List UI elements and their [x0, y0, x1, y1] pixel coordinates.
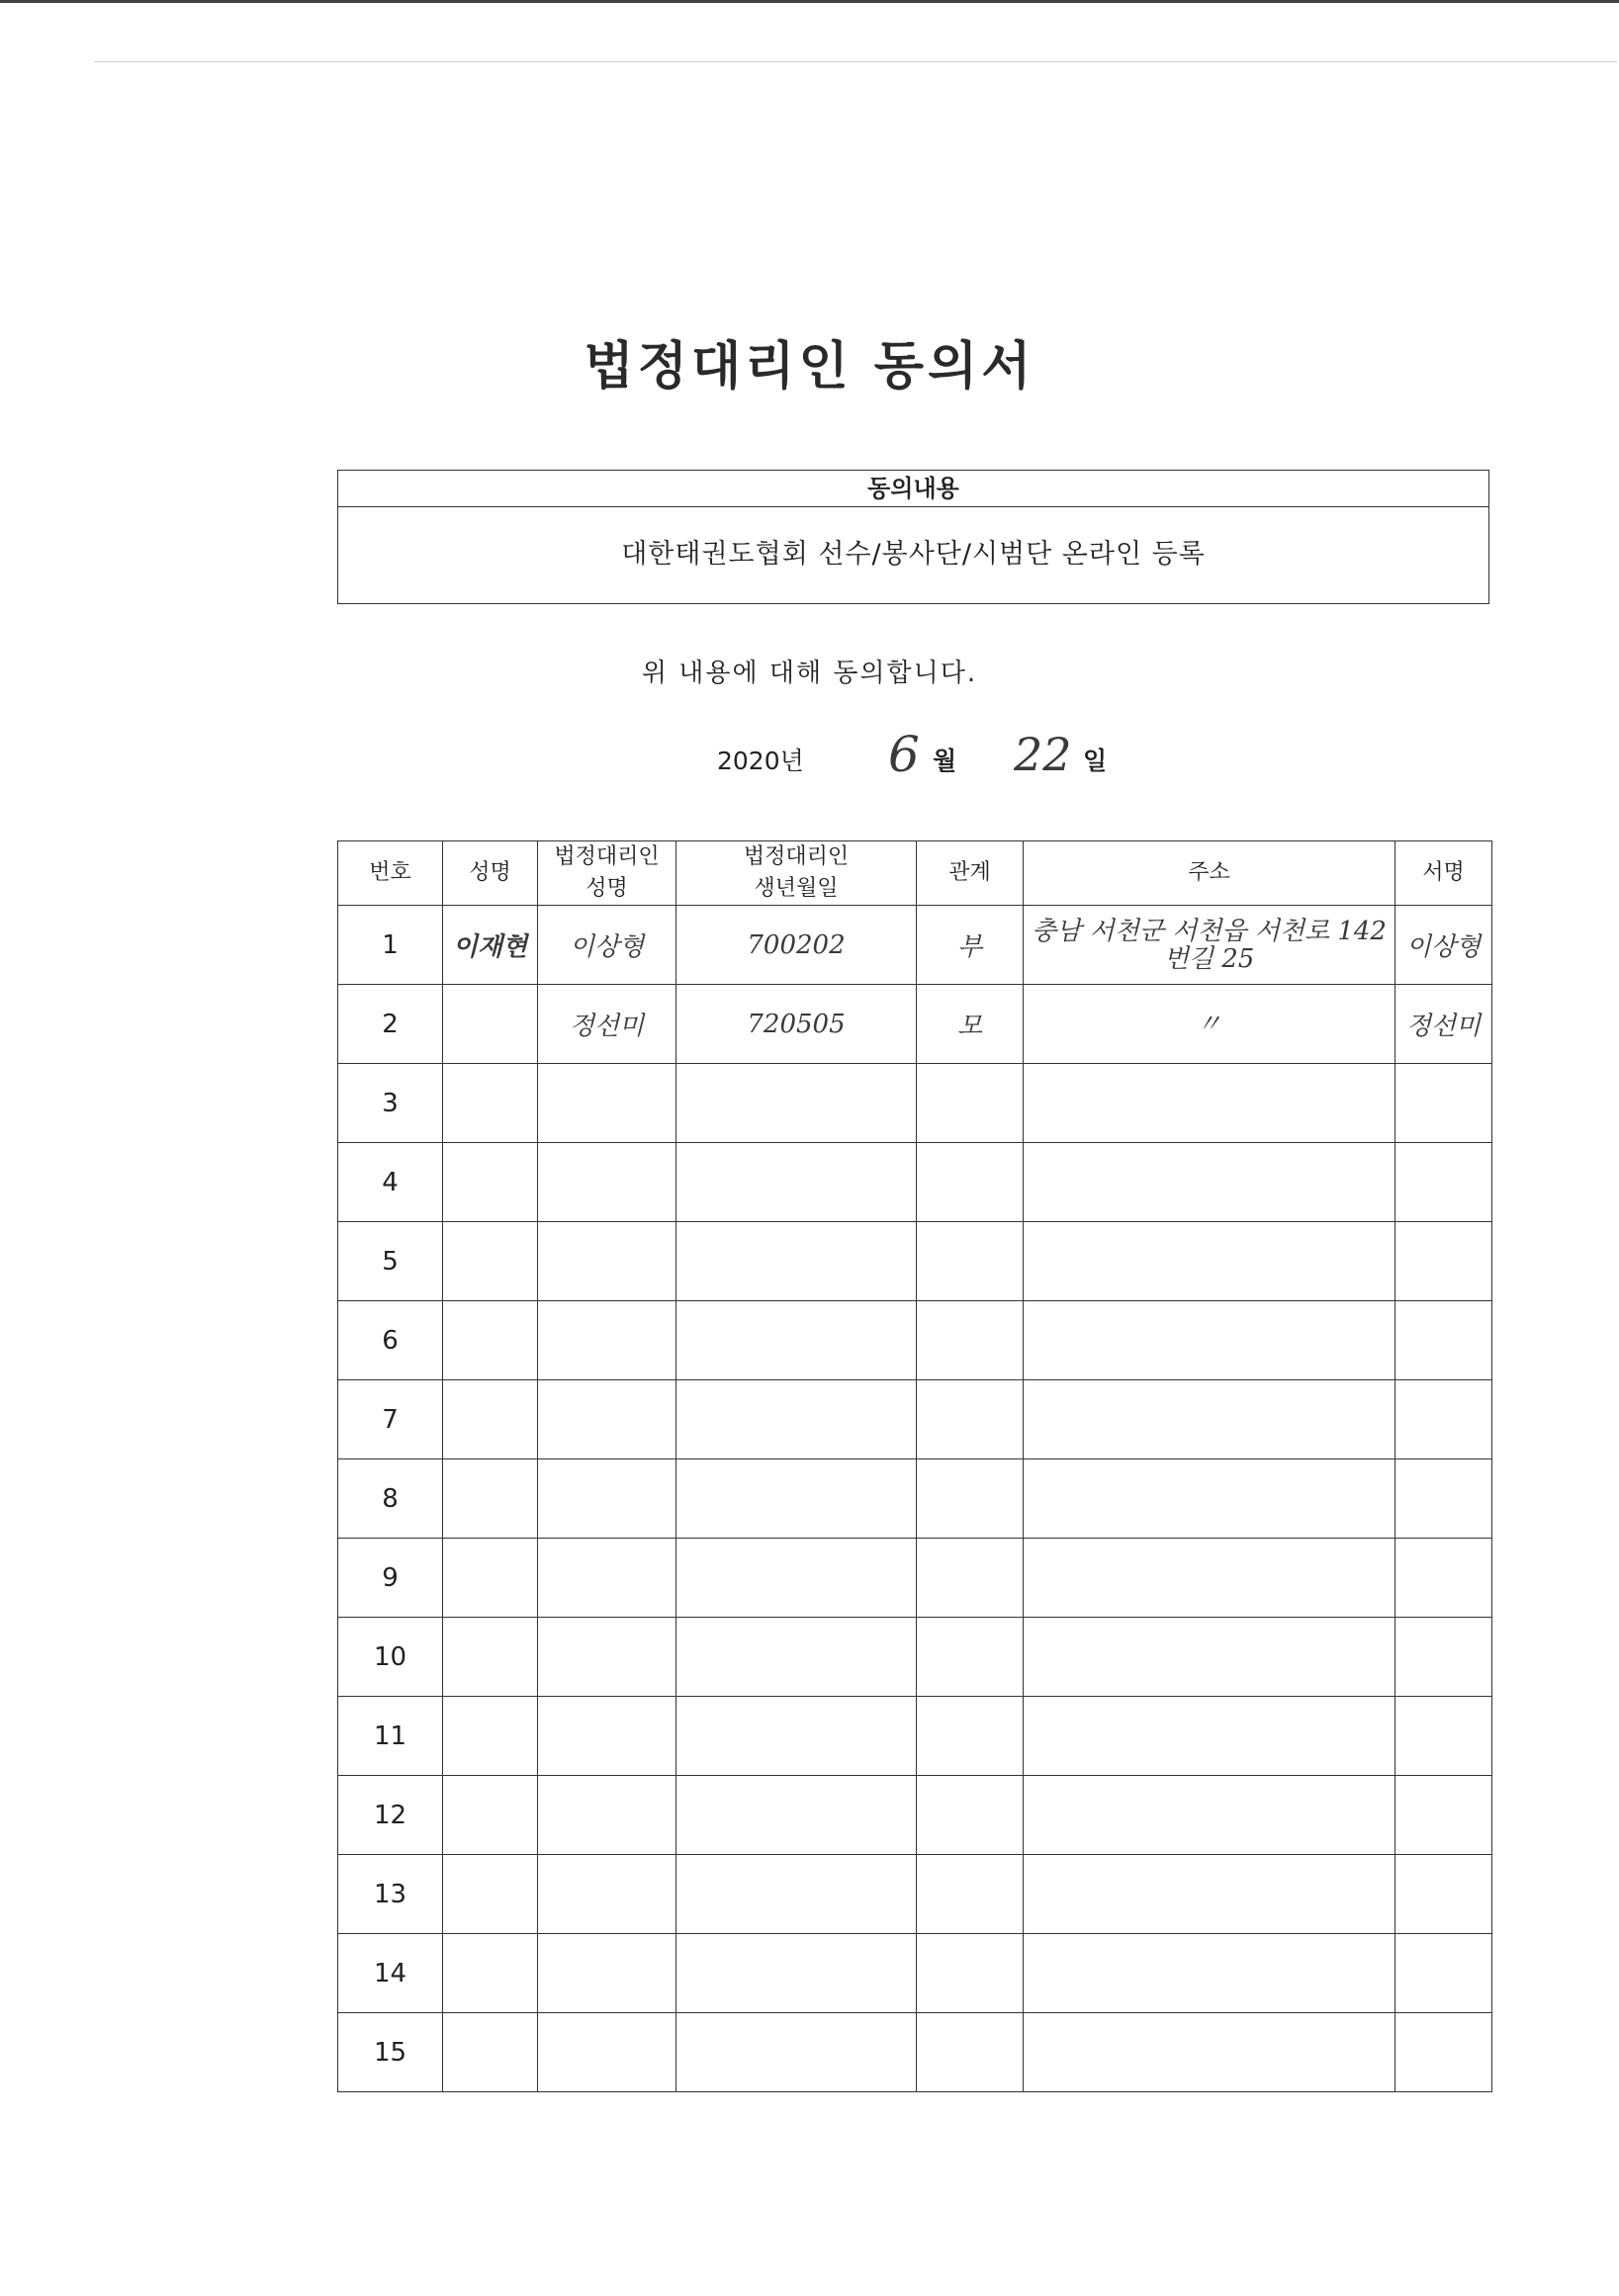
header-guardian-name [538, 841, 676, 906]
guardian-address [1024, 1380, 1395, 1459]
header-address: 주소 [1024, 841, 1395, 906]
guardian-birthdate: 720505 [676, 985, 917, 1064]
guardian-name [538, 1855, 676, 1934]
guardian-address [1024, 1064, 1395, 1143]
guardian-address [1024, 1222, 1395, 1301]
guardian-birthdate [676, 1301, 917, 1380]
student-name [443, 1064, 538, 1143]
table-row [338, 1459, 1492, 1539]
header-guardian-birth-line1: 법정대리인 [743, 844, 850, 869]
guardian-birthdate [676, 1855, 917, 1934]
student-name [443, 1855, 538, 1934]
student-name [443, 1380, 538, 1459]
scan-divider-line [94, 61, 1617, 62]
guardian-relation [917, 1697, 1024, 1776]
table-row [338, 1222, 1492, 1301]
guardian-relation [917, 1064, 1024, 1143]
guardian-birthdate [676, 2013, 917, 2092]
guardian-relation [917, 1222, 1024, 1301]
guardian-relation [917, 1618, 1024, 1697]
table-row [338, 1143, 1492, 1222]
guardian-relation [917, 1776, 1024, 1855]
guardian-address: 〃 [1024, 985, 1395, 1064]
guardian-address [1024, 1618, 1395, 1697]
guardian-birthdate [676, 1459, 917, 1539]
table-row [338, 1855, 1492, 1934]
row-number: 5 [338, 1222, 443, 1301]
table-row [338, 906, 1492, 985]
consent-section [337, 470, 1489, 604]
date-day-unit: 일 [1083, 747, 1108, 775]
header-signature: 서명 [1395, 841, 1492, 906]
guardian-address [1024, 2013, 1395, 2092]
guardian-name [538, 1064, 676, 1143]
table-row [338, 2013, 1492, 2092]
consent-section-header: 동의내용 [338, 471, 1488, 507]
guardian-signature [1395, 1064, 1492, 1143]
row-number: 14 [338, 1934, 443, 2013]
table-row [338, 1618, 1492, 1697]
row-number: 13 [338, 1855, 443, 1934]
table-row [338, 1064, 1492, 1143]
table-row [338, 1697, 1492, 1776]
guardian-relation [917, 1301, 1024, 1380]
guardian-relation: 부 [917, 906, 1024, 985]
guardian-address [1024, 1776, 1395, 1855]
guardian-name [538, 1143, 676, 1222]
guardian-name [538, 1934, 676, 2013]
guardian-birthdate [676, 1539, 917, 1618]
guardian-signature [1395, 1143, 1492, 1222]
student-name [443, 1934, 538, 2013]
guardian-signature: 정선미 [1395, 985, 1492, 1064]
row-number: 6 [338, 1301, 443, 1380]
guardian-signature [1395, 1934, 1492, 2013]
row-number: 2 [338, 985, 443, 1064]
row-number: 11 [338, 1697, 443, 1776]
student-name [443, 1776, 538, 1855]
header-guardian-name-line1: 법정대리인 [554, 844, 660, 869]
guardian-birthdate [676, 1934, 917, 2013]
header-name: 성명 [443, 841, 538, 906]
row-number: 7 [338, 1380, 443, 1459]
date-day-value: 22 [1014, 728, 1072, 781]
student-name [443, 1618, 538, 1697]
document-title: 법정대리인 동의서 [584, 337, 1035, 397]
guardian-birthdate [676, 1143, 917, 1222]
student-name [443, 1222, 538, 1301]
row-number: 3 [338, 1064, 443, 1143]
guardian-address [1024, 1539, 1395, 1618]
guardian-address [1024, 1143, 1395, 1222]
row-number: 15 [338, 2013, 443, 2092]
guardian-signature: 이상형 [1395, 906, 1492, 985]
guardian-relation [917, 1459, 1024, 1539]
guardian-name [538, 2013, 676, 2092]
row-number: 4 [338, 1143, 443, 1222]
guardian-address [1024, 1934, 1395, 2013]
guardian-birthdate [676, 1222, 917, 1301]
header-relation: 관계 [917, 841, 1024, 906]
student-name [443, 2013, 538, 2092]
guardian-relation [917, 1143, 1024, 1222]
guardian-name [538, 1380, 676, 1459]
guardian-name [538, 1697, 676, 1776]
guardian-relation [917, 1539, 1024, 1618]
row-number: 9 [338, 1539, 443, 1618]
guardian-signature [1395, 1539, 1492, 1618]
agreement-statement: 위 내용에 대해 동의합니다. [641, 659, 978, 688]
guardian-birthdate [676, 1697, 917, 1776]
guardian-relation [917, 2013, 1024, 2092]
table-row [338, 1776, 1492, 1855]
row-number: 12 [338, 1776, 443, 1855]
guardian-name [538, 1539, 676, 1618]
guardian-name [538, 1222, 676, 1301]
guardian-name [538, 1459, 676, 1539]
guardian-signature [1395, 1697, 1492, 1776]
date-month-unit: 월 [933, 747, 957, 775]
guardian-signature [1395, 1618, 1492, 1697]
student-name: 이재현 [443, 906, 538, 985]
guardian-address [1024, 1855, 1395, 1934]
guardian-signature [1395, 1855, 1492, 1934]
header-guardian-birth-line2: 생년월일 [754, 876, 839, 901]
student-name [443, 985, 538, 1064]
table-header-row [338, 841, 1492, 906]
guardian-signature [1395, 1380, 1492, 1459]
page-top-border [0, 0, 1619, 3]
header-number: 번호 [338, 841, 443, 906]
guardian-signature [1395, 1776, 1492, 1855]
guardian-name: 이상형 [538, 906, 676, 985]
student-name [443, 1697, 538, 1776]
table-row [338, 1539, 1492, 1618]
guardian-name: 정선미 [538, 985, 676, 1064]
guardian-signature [1395, 1222, 1492, 1301]
table-row [338, 1934, 1492, 2013]
guardian-signature [1395, 2013, 1492, 2092]
guardian-birthdate [676, 1776, 917, 1855]
guardian-address [1024, 1301, 1395, 1380]
guardian-relation [917, 1380, 1024, 1459]
row-number: 1 [338, 906, 443, 985]
guardian-relation [917, 1934, 1024, 2013]
consent-date [0, 726, 1619, 791]
consent-section-body: 대한태권도협회 선수/봉사단/시범단 온라인 등록 [621, 539, 1206, 570]
row-number: 10 [338, 1618, 443, 1697]
guardian-birthdate [676, 1064, 917, 1143]
table-row [338, 985, 1492, 1064]
student-name [443, 1459, 538, 1539]
date-year: 2020년 [717, 747, 804, 775]
guardian-address [1024, 1459, 1395, 1539]
student-name [443, 1143, 538, 1222]
row-number: 8 [338, 1459, 443, 1539]
guardian-name [538, 1776, 676, 1855]
guardian-roster-table [337, 840, 1492, 2092]
student-name [443, 1301, 538, 1380]
guardian-relation [917, 1855, 1024, 1934]
guardian-signature [1395, 1301, 1492, 1380]
header-guardian-name-line2: 성명 [585, 876, 628, 901]
guardian-name [538, 1301, 676, 1380]
table-row [338, 1380, 1492, 1459]
guardian-address: 충남 서천군 서천읍 서천로 142번길 25 [1024, 906, 1395, 985]
guardian-name [538, 1618, 676, 1697]
student-name [443, 1539, 538, 1618]
guardian-birthdate [676, 1380, 917, 1459]
guardian-birthdate: 700202 [676, 906, 917, 985]
header-guardian-birth [676, 841, 917, 906]
guardian-relation: 모 [917, 985, 1024, 1064]
date-month-value: 6 [888, 726, 920, 783]
table-row [338, 1301, 1492, 1380]
guardian-address [1024, 1697, 1395, 1776]
guardian-signature [1395, 1459, 1492, 1539]
guardian-birthdate [676, 1618, 917, 1697]
